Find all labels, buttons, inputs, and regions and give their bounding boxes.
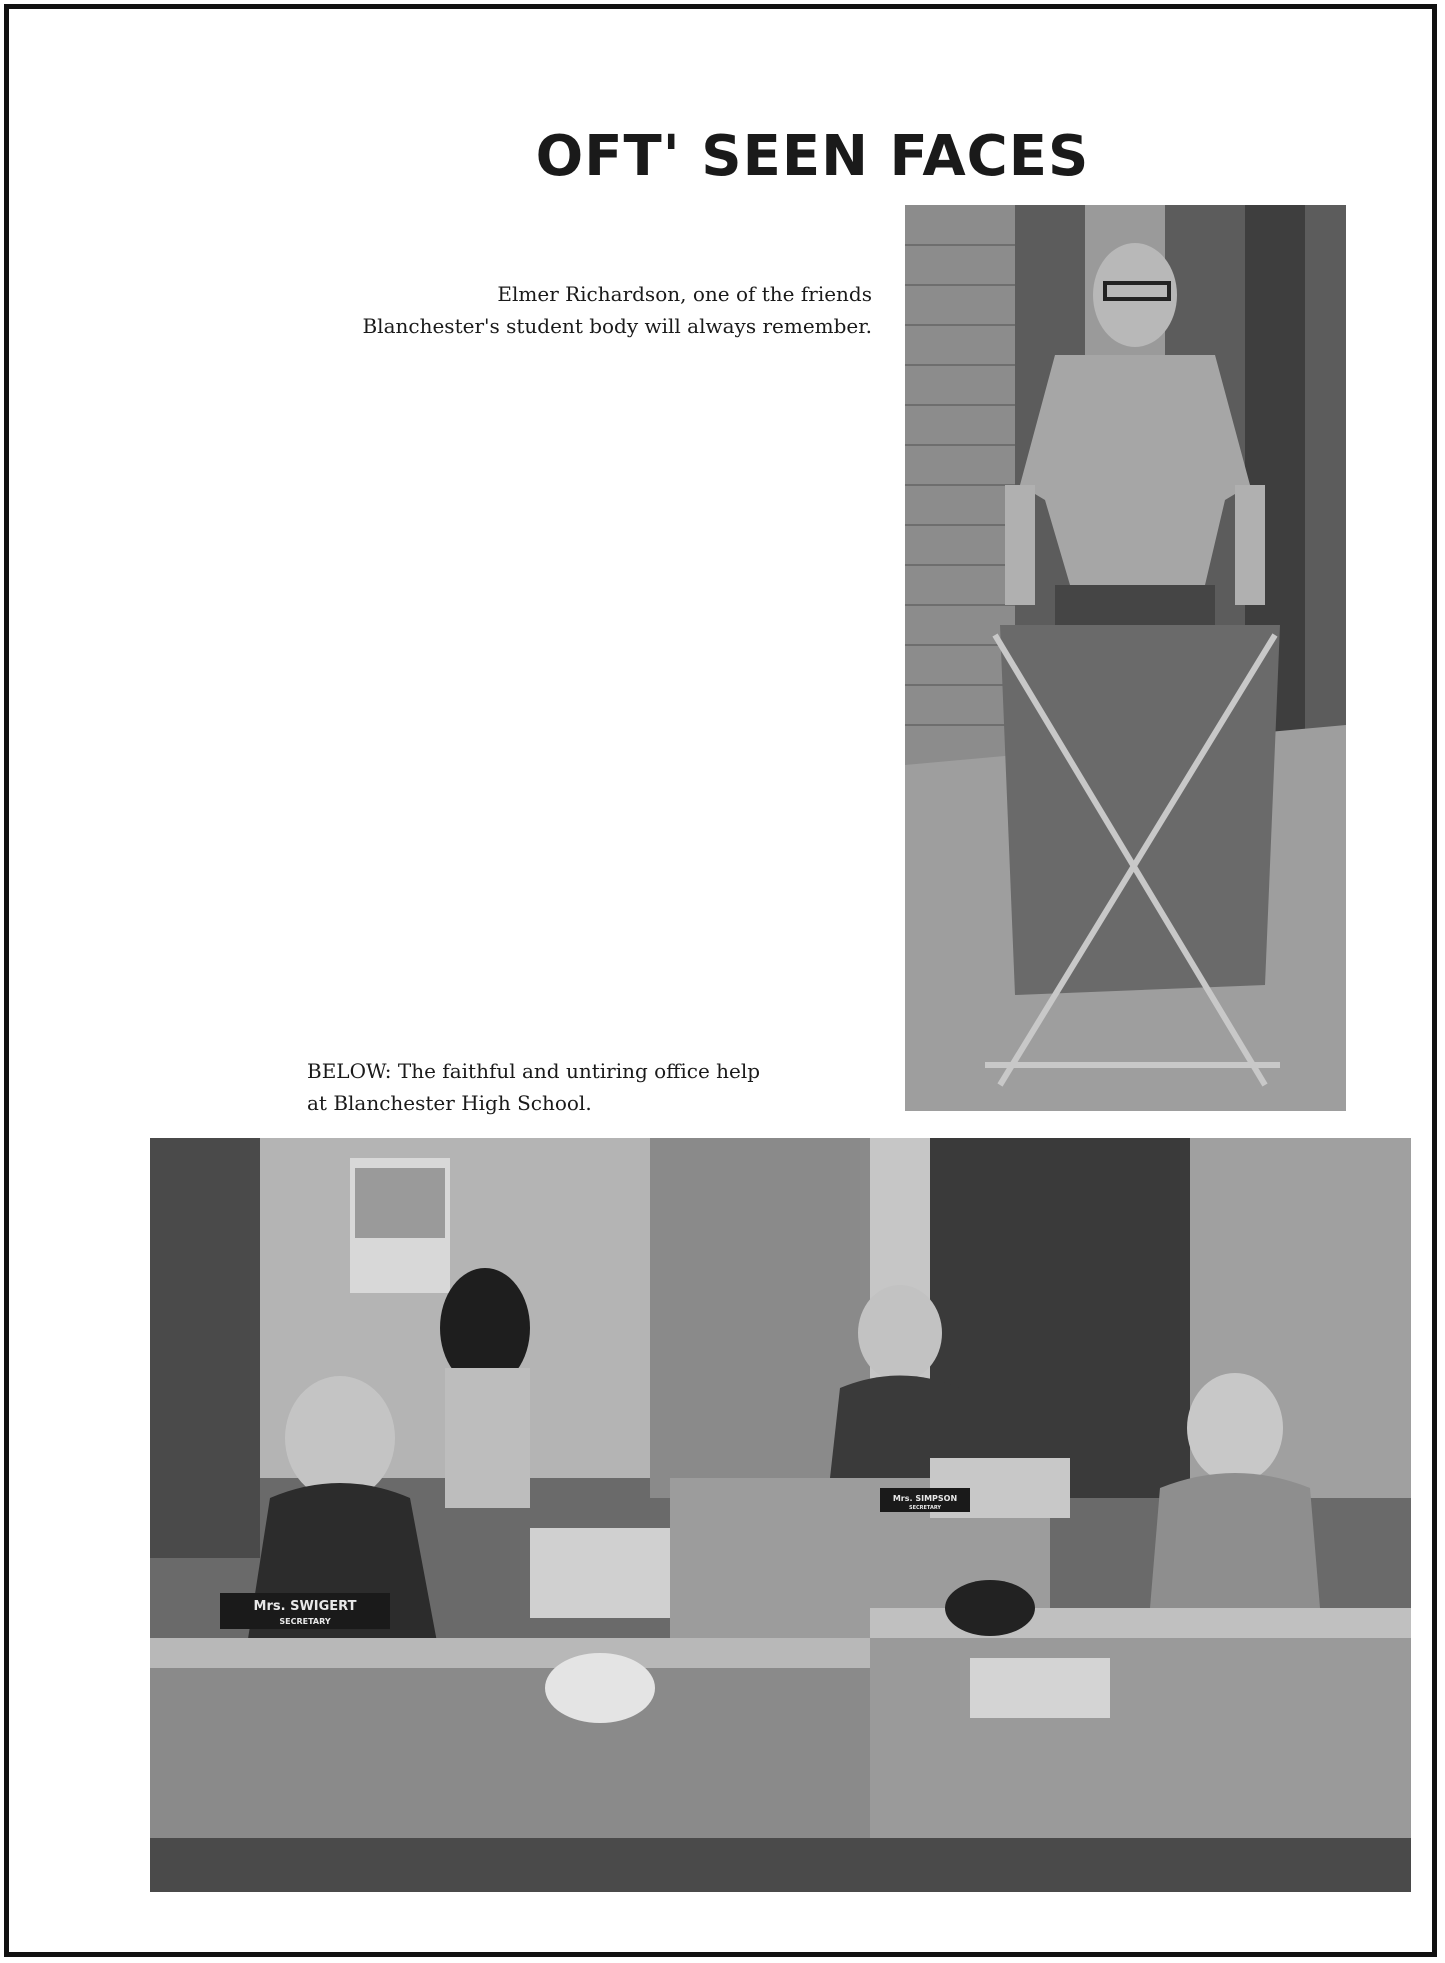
nameplate-swigert-role: SECRETARY <box>279 1617 331 1626</box>
top-photo <box>905 205 1346 1111</box>
bottom-photo <box>150 1138 1411 1892</box>
page-title: OFT' SEEN FACES <box>535 124 1090 189</box>
office-secretaries-image <box>150 1138 1411 1892</box>
nameplate-simpson-name: Mrs. SIMPSON <box>892 1494 958 1503</box>
man-with-cart-image <box>905 205 1346 1111</box>
nameplate-swigert-name: Mrs. SWIGERT <box>253 1599 357 1614</box>
top-photo-caption: Elmer Richardson, one of the friends Blanchester's student body will always remember. <box>362 282 872 338</box>
nameplate-simpson-role: SECRETARY <box>908 1505 942 1511</box>
bottom-photo-caption: BELOW: The faithful and untiring office help at Blanchester High School. <box>307 1059 761 1115</box>
